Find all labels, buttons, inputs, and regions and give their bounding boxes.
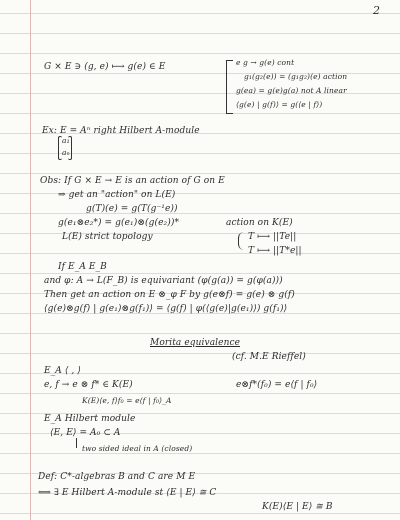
vector-entry-last: aₙ: [62, 148, 70, 157]
rank-one-operator: e, f → e ⊗ f* ∈ K(E): [44, 380, 133, 390]
observation-line-4: g(e₁⊗e₂*) = g(e₁)⊗(g(e₂))*: [58, 218, 180, 228]
strict-topology: L(E) strict topology: [62, 232, 153, 242]
inner-product-line: ⟨g(e)⊗g(f) | g(e₁)⊗g(f₁)⟩ = ⟨g(f) | φ(⟨g(e)|g(e₁)⟩) g(f₁)⟩: [44, 304, 288, 314]
rank-one-formula: e⊗f*(f₀) = e⟨f | f₀⟩: [236, 380, 318, 390]
definition-line: Def: C*-algebras B and C are M E: [38, 472, 196, 482]
compact-operators-line: K(E)⟨E | E⟩ ≅ B: [262, 502, 333, 512]
seminorm-brace: [238, 232, 247, 250]
inner-product-condition: ⟨g(e) | g(f)⟩ = g(⟨e | f⟩): [236, 100, 323, 109]
tensor-action-line: Then get an action on E ⊗_φ F by g(e⊗f) = g(e) ⊗ g(f): [44, 290, 295, 300]
hilbert-module-line: E_A Hilbert module: [44, 414, 136, 424]
margin-line: [30, 0, 31, 520]
section-heading: Morita equivalence: [150, 338, 241, 348]
seminorm-2: T ⟼ ||T*e||: [248, 246, 302, 256]
ideal-line: ⟨E, E⟩ = A₀ ⊂ A: [50, 428, 121, 438]
action-condition: g₁(g₂(e)) = (g₁g₂)(e) action: [244, 72, 348, 81]
equivariant-line: and φ: A → L(F_B) is equivariant (φ(g(a)) = g(φ(a))): [44, 276, 283, 286]
vector-entry-first: a₁: [62, 136, 70, 145]
ideal-description: two sided ideal in A (closed): [82, 444, 193, 453]
continuity-condition: e g → g(e) cont: [236, 58, 295, 67]
example-line: Ex: E = Aⁿ right Hilbert A-module: [42, 126, 200, 136]
observation-heading: Obs: If G × E → E is an action of G on E: [40, 176, 225, 186]
equivalence-condition: ⟺ ∃ E Hilbert A-module st ⟨E | E⟩ ≅ C: [38, 488, 217, 498]
if-line: If E_A E_B: [58, 262, 107, 272]
arrow-down-icon: [76, 438, 77, 448]
observation-line-2: ⇒ get an "action" on L(E): [58, 190, 176, 200]
linearity-condition: g(ea) = g(e)g(a) not A linear: [236, 86, 347, 95]
module-line: E_A ⟨ , ⟩: [44, 366, 81, 376]
action-on-compact: action on K(E): [226, 218, 293, 228]
left-inner-product: K(E)⟨e, f⟩f₀ = e⟨f | f₀⟩_A: [82, 396, 172, 405]
page-number: 2: [373, 4, 380, 17]
observation-line-3: g(T)(e) = g(T(g⁻¹e)): [86, 204, 178, 214]
action-definition: G × E ∋ (g, e) ⟼ g(e) ∈ E: [44, 62, 166, 72]
reference: (cf. M.E Rieffel): [232, 352, 306, 362]
bracket: [226, 60, 233, 114]
seminorm-1: T ⟼ ||Te||: [248, 232, 297, 242]
